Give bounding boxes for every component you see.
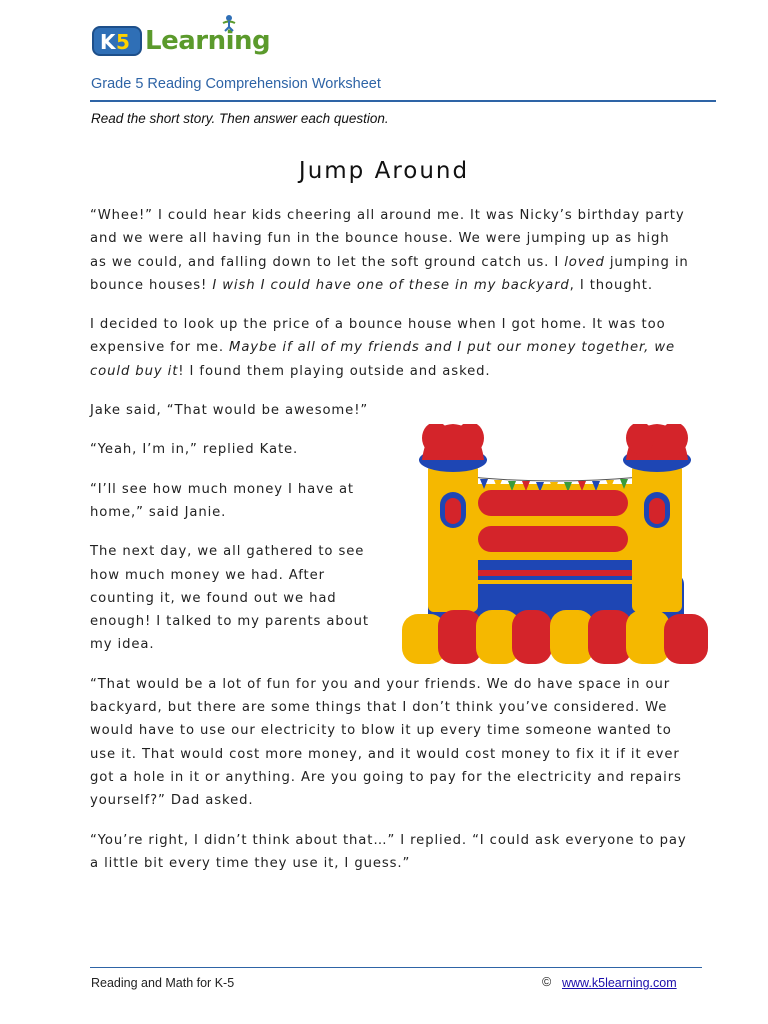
header-divider	[90, 100, 716, 102]
k5-learning-logo	[92, 14, 271, 60]
bounce-house-illustration	[400, 424, 710, 668]
logo-k: K	[100, 30, 116, 54]
story-paragraph-5: “I’ll see how much money I have at home,” said Janie.	[90, 481, 354, 520]
copyright-symbol: ©	[542, 975, 552, 989]
story-paragraph-6: The next day, we all gathered to see how much money we had. After counting it, we found out we had enough! I talked to my parents about my idea.	[90, 544, 369, 653]
k5learning-link[interactable]: www.k5learning.com	[562, 976, 677, 990]
text-run: “Whee!” I could hear kids cheering all around me. It was Nicky’s birthday party and we were all having fun in the bounce house. We were jumping up as high as we could, and falling down to let the soft ground catch us. I	[90, 208, 685, 270]
k5-badge	[92, 26, 142, 56]
story-paragraph-2	[90, 313, 690, 383]
story-title: Jump Around	[298, 158, 470, 184]
text-run: ! I found them playing outside and asked.	[178, 363, 491, 379]
italic-phrase: Maybe if all of my friends and I put our money together, we could buy it	[90, 340, 676, 379]
logo-5: 5	[116, 30, 130, 54]
footer-divider	[90, 967, 702, 968]
worksheet-subject: Grade 5 Reading Comprehension Worksheet	[91, 76, 381, 92]
footer-tagline: Reading and Math for K-5	[91, 976, 235, 990]
logo-figure-icon	[220, 14, 238, 32]
story-paragraph-7: “That would be a lot of fun for you and your friends. We do have space in our backyard, but there are some things that I don’t think you’ve considered. We would have to use our electricity to blow it up every time someone wanted to use it. That would cost more money, and it would cost money to fix it if it ever got a hole in it or anything. Are you going to pay for the electricity and repairs yourself?” Dad asked.	[90, 676, 682, 809]
story-paragraph-8: “You’re right, I didn’t think about that…” I replied. “I could ask everyone to pay a little bit every time they use it, I guess.”	[90, 832, 687, 871]
italic-phrase: loved	[564, 254, 605, 270]
text-run: jumping in bounce houses!	[90, 254, 689, 293]
story-paragraph-1	[90, 204, 690, 297]
italic-phrase: I wish I could have one of these in my backyard	[212, 277, 570, 293]
text-run: , I thought.	[569, 277, 653, 293]
story-paragraph-3: Jake said, “That would be awesome!”	[90, 403, 369, 419]
story-paragraph-4: “Yeah, I’m in,” replied Kate.	[90, 442, 299, 458]
instructions: Read the short story. Then answer each question.	[91, 111, 389, 126]
text-run: I decided to look up the price of a bounce house when I got home. It was too expensive for me.	[90, 317, 666, 356]
logo-wordmark: Learning	[145, 26, 271, 56]
